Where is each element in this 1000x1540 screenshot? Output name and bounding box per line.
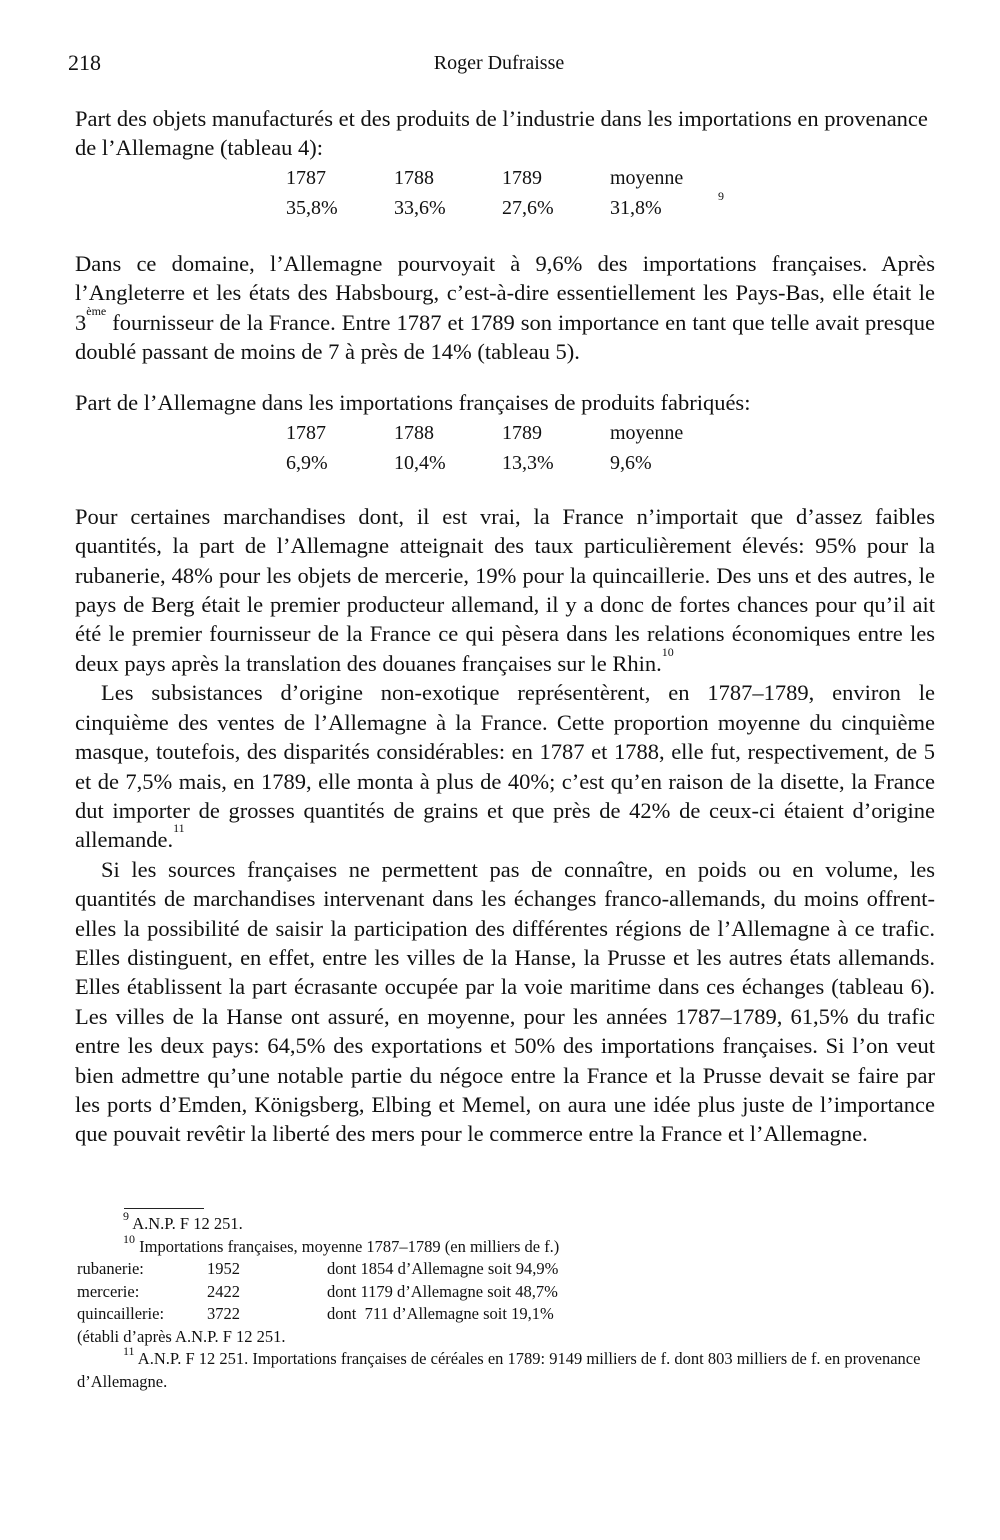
value-cell: 33,6%: [394, 196, 446, 219]
footnote-text: A.N.P. F 12 251.: [132, 1214, 243, 1233]
average-header-cell: moyenne: [610, 421, 684, 444]
year-cell: 1789: [502, 421, 542, 444]
footnote-row-value: 2422: [207, 1281, 240, 1301]
paragraph-subsistence: [75, 678, 935, 854]
value-cell: 6,9%: [286, 451, 328, 474]
footnote-table-row: [77, 1281, 957, 1304]
value-cell: 35,8%: [286, 196, 338, 219]
running-head-author: Roger Dufraisse: [433, 52, 565, 74]
paragraph-hanse: Si les sources françaises ne permettent pas de connaître, en poids ou en volume, les quantités de marchandises intervenant dans les échanges franco-allemands, du moins offrent-elles la possibilité de saisir la participation des différentes régions de l’Allemagne à ce trafic. Elles distinguent, en effet, entre les villes de la Hanse, la Prusse et les autres états allemands. Elles établissent la part écrasante occupée par la voie maritime dans ces échanges (tableau 6). Les villes de la Hanse ont assuré, en moyenne, pour les années 1787–1789, 61,5% du trafic entre les deux pays: 64,5% des exportations et 50% des importations françaises. Si l’on veut bien admettre qu’une notable partie du négoce entre la France et la Prusse devait se faire par les ports d’Emden, Königsberg, Elbing et Memel, on aura une idée plus juste de l’importance que pouvait revêtir la liberté des mers pour le commerce entre la France et l’Allemagne.: [75, 856, 935, 1147]
footnote-text: A.N.P. F 12 251. Importations françaises de céréales en 1789: 9149 milliers de f. dont 803 milliers de f. en provenance d’Allemagne.: [77, 1349, 921, 1391]
page-number: 218: [68, 50, 101, 75]
footnote-table-row: [77, 1258, 957, 1281]
footnote-source: (établi d’après A.N.P. F 12 251.: [77, 1326, 286, 1346]
footnotes: [77, 1209, 957, 1393]
year-cell: 1787: [286, 421, 326, 444]
footnote-row-label: mercerie:: [77, 1281, 140, 1301]
value-cell: 13,3%: [502, 451, 554, 474]
footnote-ref: 9: [718, 188, 724, 203]
year-cell: 1787: [286, 166, 326, 189]
footnote-row-detail: dont 1854 d’Allemagne soit 94,9%: [327, 1259, 559, 1278]
paragraph-goods: [75, 502, 935, 678]
main-text: [75, 104, 935, 1149]
running-header: [68, 50, 930, 80]
paragraph-text: Les subsistances d’origine non-exotique représentèrent, en 1787–1789, environ le cinquième des ventes de l’Allemagne à la France. Cette proportion moyenne du cinquième masque, toutefois, des disparités considérables: en 1787 et 1788, elle fut, respectivement, de 5 et de 7,5% mais, en 1789, elle monta à plus de 40%; c’est qu’en raison de la disette, la France dut importer de grosses quantités de grains et que près de 42% de ceux-ci étaient d’origine allemande.: [75, 680, 935, 853]
footnote-9: [77, 1209, 957, 1236]
footnote-table-row: [77, 1303, 957, 1326]
table4-years-row: [286, 163, 935, 193]
footnote-ref: 11: [173, 821, 185, 836]
table5-intro: Part de l’Allemagne dans les importations françaises de produits fabriqués:: [75, 390, 751, 416]
footnote-10: [77, 1231, 957, 1259]
paragraph-text: fournisseur de la France. Entre 1787 et 1789 son importance en tant que telle avait presque doublé passant de moins de 7 à près de 14% (tableau 5).: [75, 309, 935, 365]
table5-summary: [286, 418, 935, 478]
footnote-row-label: rubanerie:: [77, 1259, 144, 1278]
paragraph-text: Dans ce domaine, l’Allemagne pourvoyait à 9,6% des importations françaises. Après l’Angleterre et les états des Habsbourg, c’est-à-dire essentiellement les Pays-Bas, elle était le 3: [75, 250, 935, 335]
footnote-row-value: 1952: [207, 1259, 240, 1278]
footnote-text: Importations françaises, moyenne 1787–1789 (en milliers de f.): [139, 1236, 560, 1256]
year-cell: 1788: [394, 166, 434, 189]
table4-intro: Part des objets manufacturés et des produits de l’industrie dans les importations en provenance de l’Allemagne (tableau 4):: [75, 106, 928, 161]
average-value-cell: [610, 188, 724, 223]
footnote-row-value: 3722: [207, 1304, 240, 1323]
average-header-cell: moyenne: [610, 166, 684, 189]
year-cell: 1789: [502, 166, 542, 189]
footnote-mark: 10: [123, 1231, 135, 1246]
table4-summary: [286, 163, 935, 223]
value-text: 31,8%: [610, 196, 662, 219]
table5-years-row: [286, 418, 935, 448]
footnote-row-detail: dont 1179 d’Allemagne soit 48,7%: [327, 1281, 558, 1301]
footnote-row-detail: dont 711 d’Allemagne soit 19,1%: [327, 1304, 554, 1323]
ordinal-superscript: ème: [86, 303, 107, 318]
footnote-separator: [124, 1208, 204, 1209]
table4-values-row: [286, 188, 935, 223]
footnote-row-label: quincaillerie:: [77, 1304, 165, 1323]
year-cell: 1788: [394, 421, 434, 444]
value-cell: 27,6%: [502, 196, 554, 219]
average-value-cell: 9,6%: [610, 451, 652, 474]
footnote-11: [77, 1344, 957, 1393]
footnote-mark: 11: [123, 1344, 135, 1358]
footnote-mark: 9: [123, 1209, 129, 1223]
value-cell: 10,4%: [394, 451, 446, 474]
paragraph-text: Pour certaines marchandises dont, il est vrai, la France n’importait que d’assez faibles quantités, la part de l’Allemagne atteignait des taux particulièrement élevés: 95% pour la rubanerie, 48% pour les objets de mercerie, 19% pour la quincaillerie. Des uns et des autres, le pays de Berg était le premier producteur allemand, il y a donc de fortes chances pour qu’il ait été le premier fournisseur de la France ce qui pèsera dans les relations économiques entre les deux pays après la translation des douanes françaises sur le Rhin.: [75, 503, 935, 676]
table5-values-row: [286, 448, 935, 478]
footnote-ref: 10: [661, 644, 674, 659]
paragraph-germany-share: [75, 249, 935, 367]
